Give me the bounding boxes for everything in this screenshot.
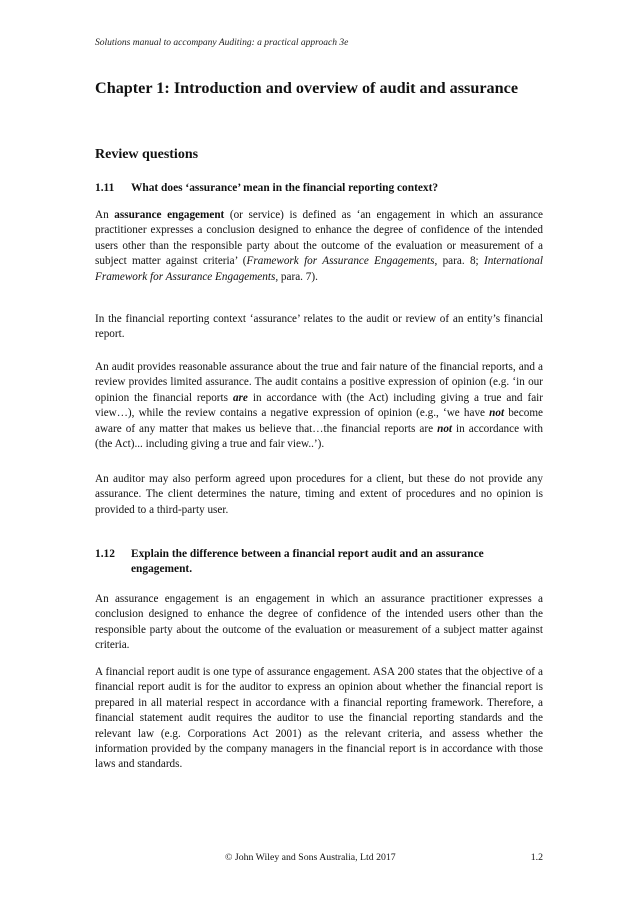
question-title: What does ‘assurance’ mean in the financial reporting context? xyxy=(131,182,439,194)
italic-citation: International Framework for Assurance Engagements, xyxy=(95,255,544,283)
question-number: 1.11 xyxy=(95,182,115,194)
paragraph-assurance-definition xyxy=(95,208,543,285)
text-run: in accordance with (the Act)... including giving a true and fair view..’). xyxy=(95,422,543,451)
italic-citation: Framework for Assurance Engagements xyxy=(246,255,435,268)
text-run: An audit provides reasonable assurance about the true and fair nature of the financial reports, and a review provides limited assurance. The audit contains a positive expression of opinion (e.g. ‘in our opinion the financial reports xyxy=(95,361,543,404)
emphasis-text: not xyxy=(489,407,505,420)
emphasis-text: are xyxy=(232,391,248,404)
section-heading: Review questions xyxy=(95,147,199,162)
question-heading-1-12 xyxy=(95,547,543,576)
text-run: An xyxy=(95,209,115,221)
paragraph-agreed-upon-procedures: An auditor may also perform agreed upon procedures for a client, but these do not provide any assurance. The client determines the nature, timing and extent of procedures and no opinion is provided to a third-party user. xyxy=(95,473,543,516)
running-head: Solutions manual to accompany Auditing: a practical approach 3e xyxy=(95,38,349,48)
text-run: become aware of any matter that makes us believe that…the financial reports are xyxy=(95,407,543,435)
chapter-title: Chapter 1: Introduction and overview of audit and assurance xyxy=(95,79,519,97)
question-heading-1-11 xyxy=(95,181,543,196)
text-run: para. 7). xyxy=(278,270,318,283)
text-run: , para. 8; xyxy=(434,255,484,268)
question-number: 1.12 xyxy=(95,548,115,560)
bold-term: assurance engagement xyxy=(114,209,225,221)
emphasis-text: not xyxy=(437,422,453,435)
text-run: (or service) is defined as ‘an engagement in which an assurance practitioner expresses a conclusion designed to enhance the degree of confidence of the intended users other than the responsible party about the outcome of the evaluation or measurement of a subject matter against criteria’ ( xyxy=(95,209,543,268)
paragraph-audit-vs-review xyxy=(95,360,543,452)
paragraph-assurance-engagement: An assurance engagement is an engagement in which an assurance practitioner expresses a conclusion designed to enhance the degree of confidence of the intended users other than the responsible party about the outcome of the evaluation or measurement of a subject matter against criteria. xyxy=(95,593,543,652)
footer-copyright: © John Wiley and Sons Australia, Ltd 2017 xyxy=(225,852,396,863)
page-number: 1.2 xyxy=(530,852,543,863)
paragraph-financial-report-audit: A financial report audit is one type of assurance engagement. ASA 200 states that the objective of a financial report audit is for the auditor to express an opinion about whether the financial report is prepared in all material respect in accordance with a financial reporting framework. Therefore, a financial statement audit requires the auditor to use the financial reporting standards and the relevant law (e.g. Corporations Act 2001) as the relevant criteria, and assess whether the information provided by the company managers in the financial report is in accordance with those laws and standards. xyxy=(95,666,543,771)
text-run: in accordance with (the Act) including giving a true and fair view…), while the review contains a negative expression of opinion (e.g., ‘we have xyxy=(95,391,543,420)
question-title: Explain the difference between a financial report audit and an assurance engagement. xyxy=(131,548,484,575)
paragraph-financial-reporting-context: In the financial reporting context ‘assurance’ relates to the audit or review of an entity’s financial report. xyxy=(95,313,543,341)
